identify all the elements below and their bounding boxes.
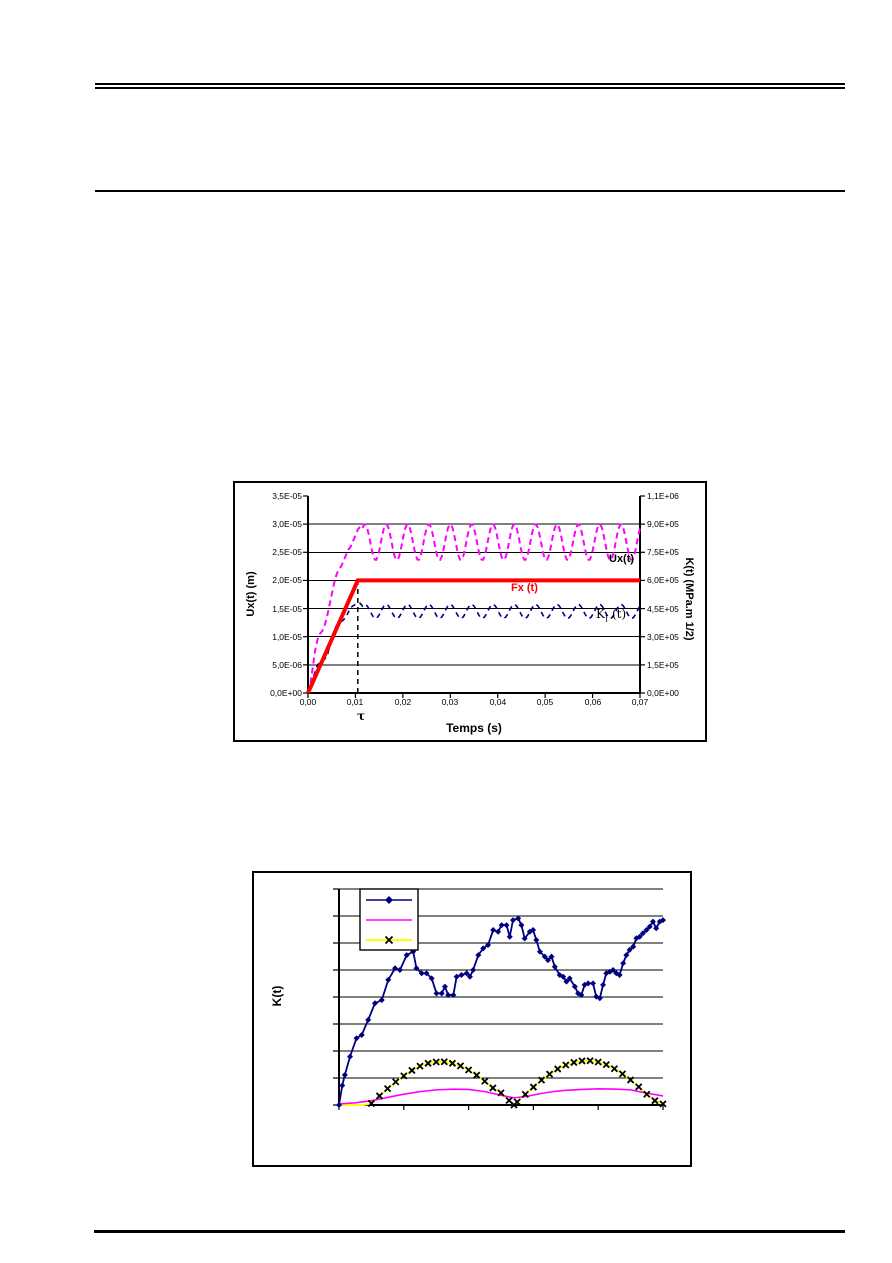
diamond-marker [590, 980, 596, 986]
diamond-marker [600, 982, 606, 988]
diamond-marker [518, 922, 524, 928]
diamond-marker [442, 984, 448, 990]
chart1-x-tick-label: 0,05 [536, 697, 554, 707]
diamond-marker [397, 967, 403, 973]
chart1-right-tick-label: 0,0E+00 [647, 688, 679, 698]
x-marker [377, 1093, 383, 1099]
magenta-series [339, 1089, 663, 1104]
ki-series-label: $K_I$ (t) [596, 607, 627, 624]
diamond-marker [365, 1017, 371, 1023]
chart1-left-tick-label: 0,0E+00 [270, 688, 302, 698]
diamond-marker [504, 922, 510, 928]
x-marker [547, 1071, 553, 1077]
chart1-x-axis-title: Temps (s) [446, 721, 502, 735]
fx-series-label: Fx (t) [511, 582, 538, 594]
chart1-right-tick-label: 7,5E+05 [647, 547, 679, 557]
x-marker [385, 1086, 391, 1092]
diamond-marker [454, 974, 460, 980]
chart1-x-tick-label: 0,07 [631, 697, 649, 707]
diamond-marker [379, 997, 385, 1003]
chart1-left-tick-label: 1,5E-05 [272, 604, 302, 614]
chart1-right-tick-label: 1,5E+05 [647, 660, 679, 670]
chart1-right-tick-label: 4,5E+05 [647, 604, 679, 614]
diamond-marker [342, 1072, 348, 1078]
x-marker [514, 1099, 520, 1105]
chart1-figure [233, 481, 707, 742]
diamond-marker [372, 1000, 378, 1006]
yellow-x-series-line [339, 1061, 663, 1105]
chart1-left-tick-label: 5,0E-06 [272, 660, 302, 670]
chart1-right-tick-label: 6,0E+05 [647, 575, 679, 585]
chart1-left-tick-label: 2,5E-05 [272, 547, 302, 557]
chart1-x-tick-label: 0,02 [394, 697, 412, 707]
x-marker [474, 1072, 480, 1078]
chart1-left-tick-label: 3,0E-05 [272, 519, 302, 529]
footer-rule [94, 1230, 845, 1233]
chart2-y-axis-title: K(t) [270, 985, 284, 1007]
x-marker [530, 1084, 536, 1090]
chart1-x-tick-label: 0,03 [441, 697, 459, 707]
x-marker [393, 1079, 399, 1085]
diamond-marker [434, 990, 440, 996]
header-rule [95, 190, 845, 192]
tau-label: τ [357, 709, 366, 723]
chart1-left-tick-label: 2,0E-05 [272, 575, 302, 585]
chart1-x-tick-label: 0,01 [346, 697, 364, 707]
ux-series-label: Ux(t) [609, 553, 635, 565]
diamond-marker [490, 927, 496, 933]
diamond-marker [336, 1102, 342, 1108]
diamond-marker [507, 934, 513, 940]
diamond-marker [620, 960, 626, 966]
chart1-x-tick-label: 0,00 [299, 697, 317, 707]
chart1-left-axis-title: Ux(t) (m) [245, 571, 257, 617]
chart1-right-tick-label: 1,1E+06 [647, 491, 679, 501]
diamond-marker [510, 917, 516, 923]
header-double-rule [95, 83, 845, 89]
x-marker [490, 1085, 496, 1091]
x-marker [636, 1084, 642, 1090]
chart1-right-tick-label: 3,0E+05 [647, 632, 679, 642]
chart2-plot [254, 873, 690, 1165]
diamond-marker [347, 1054, 353, 1060]
x-marker [620, 1071, 626, 1077]
chart1-right-axis-title: K(t) (MPa.m 1/2) [683, 557, 695, 641]
diamond-marker [339, 1083, 345, 1089]
diamond-marker [533, 937, 539, 943]
chart1-x-tick-label: 0,06 [584, 697, 602, 707]
diamond-marker [470, 967, 476, 973]
chart1-x-tick-label: 0,04 [489, 697, 507, 707]
diamond-marker [458, 972, 464, 978]
chart1-left-tick-label: 3,5E-05 [272, 491, 302, 501]
chart1-left-tick-label: 1,0E-05 [272, 632, 302, 642]
diamond-marker [439, 990, 445, 996]
x-marker [482, 1078, 488, 1084]
chart1-right-tick-label: 9,0E+05 [647, 519, 679, 529]
chart2-figure [252, 871, 692, 1167]
